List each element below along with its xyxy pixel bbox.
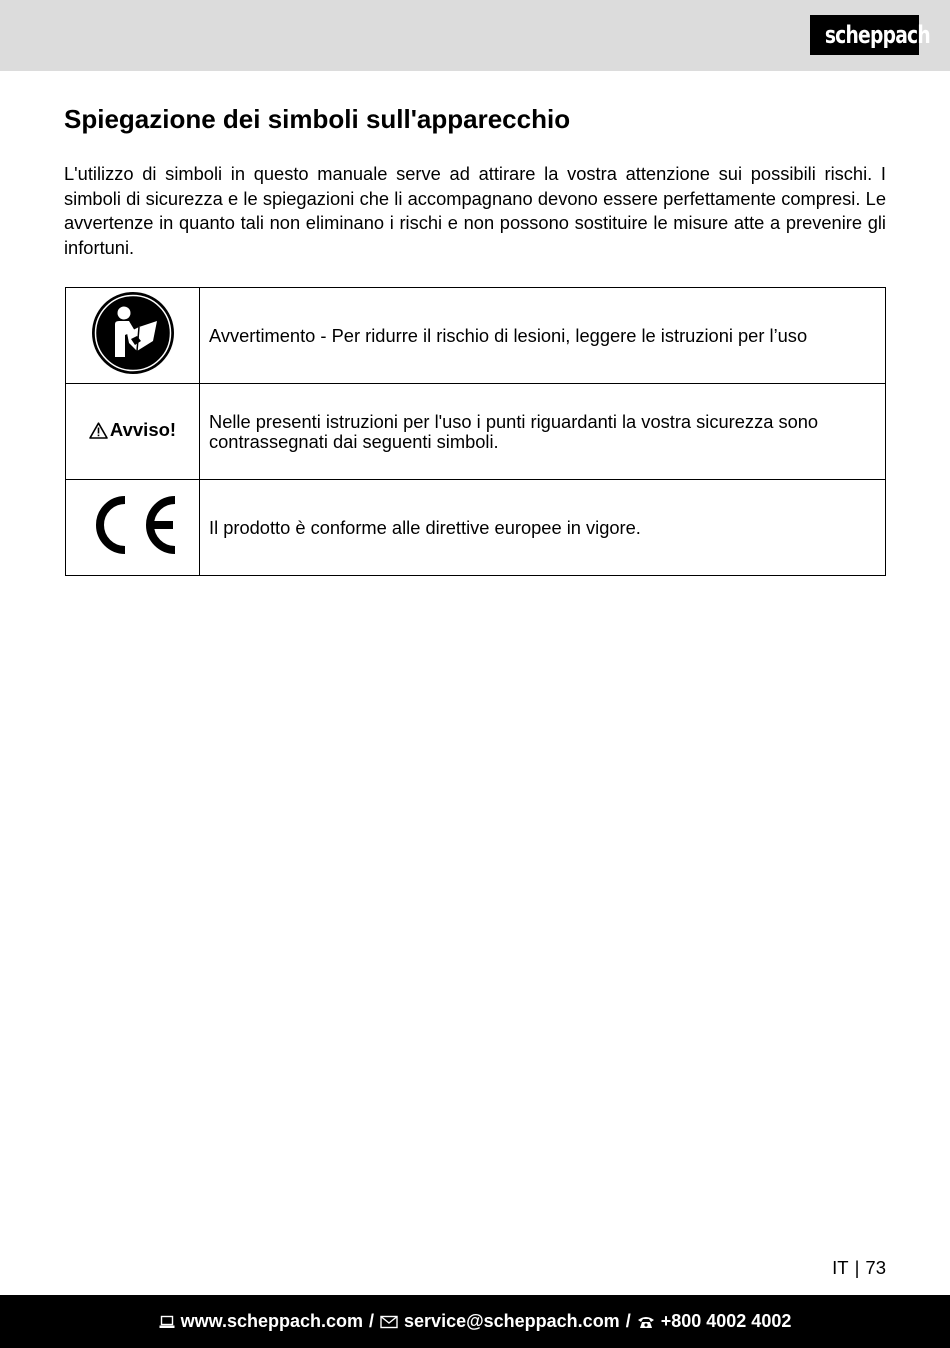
symbol-description: Nelle presenti istruzioni per l'uso i punti riguardanti la vostra sicurezza sono contrassegnati dai seguenti simboli. [200, 384, 886, 480]
read-manual-icon [91, 291, 175, 375]
symbol-row [66, 288, 886, 384]
footer-website-link[interactable]: www.scheppach.com [180, 1311, 364, 1331]
symbol-description: Il prodotto è conforme alle direttive europee in vigore. [200, 480, 886, 576]
symbol-cell [66, 384, 200, 480]
telephone-icon [637, 1315, 655, 1329]
symbol-row [66, 480, 886, 576]
page-title: Spiegazione dei simboli sull'apparecchio [64, 104, 571, 134]
symbol-cell [66, 480, 200, 576]
logo-text: scheppach [824, 21, 930, 49]
page-language: IT [832, 1257, 849, 1278]
symbol-cell [66, 288, 200, 384]
intro-paragraph: L'utilizzo di simboli in questo manuale serve ad attirare la vostra attenzione sui possibili rischi. I simboli di sicurezza e le spiegazioni che li accompagnano devono essere perfettamente compresi. Le avvertenze in quanto tali non eliminano i rischi e non possono sostituire le misure atte a prevenire gli infortuni. [64, 163, 886, 258]
page-number [832, 1257, 886, 1279]
warning-label-text: Avviso! [109, 419, 177, 441]
scheppach-logo [810, 15, 930, 55]
page-number-separator: | [854, 1257, 860, 1278]
footer-separator: / [369, 1311, 375, 1331]
footer-separator: / [625, 1311, 631, 1331]
laptop-icon [159, 1315, 175, 1329]
footer-band [0, 1295, 950, 1348]
page-number-value: 73 [865, 1257, 886, 1278]
envelope-icon [380, 1315, 398, 1329]
footer-phone-number[interactable]: +800 4002 4002 [660, 1311, 792, 1331]
symbols-table [65, 287, 886, 576]
ce-mark-icon [87, 492, 179, 558]
warning-label [89, 419, 176, 441]
symbol-row [66, 384, 886, 480]
footer-email-link[interactable]: service@scheppach.com [404, 1311, 620, 1331]
symbol-description: Avvertimento - Per ridurre il rischio di lesioni, leggere le istruzioni per l’uso [200, 288, 886, 384]
warning-triangle-icon [89, 422, 108, 439]
header-band [0, 0, 950, 71]
